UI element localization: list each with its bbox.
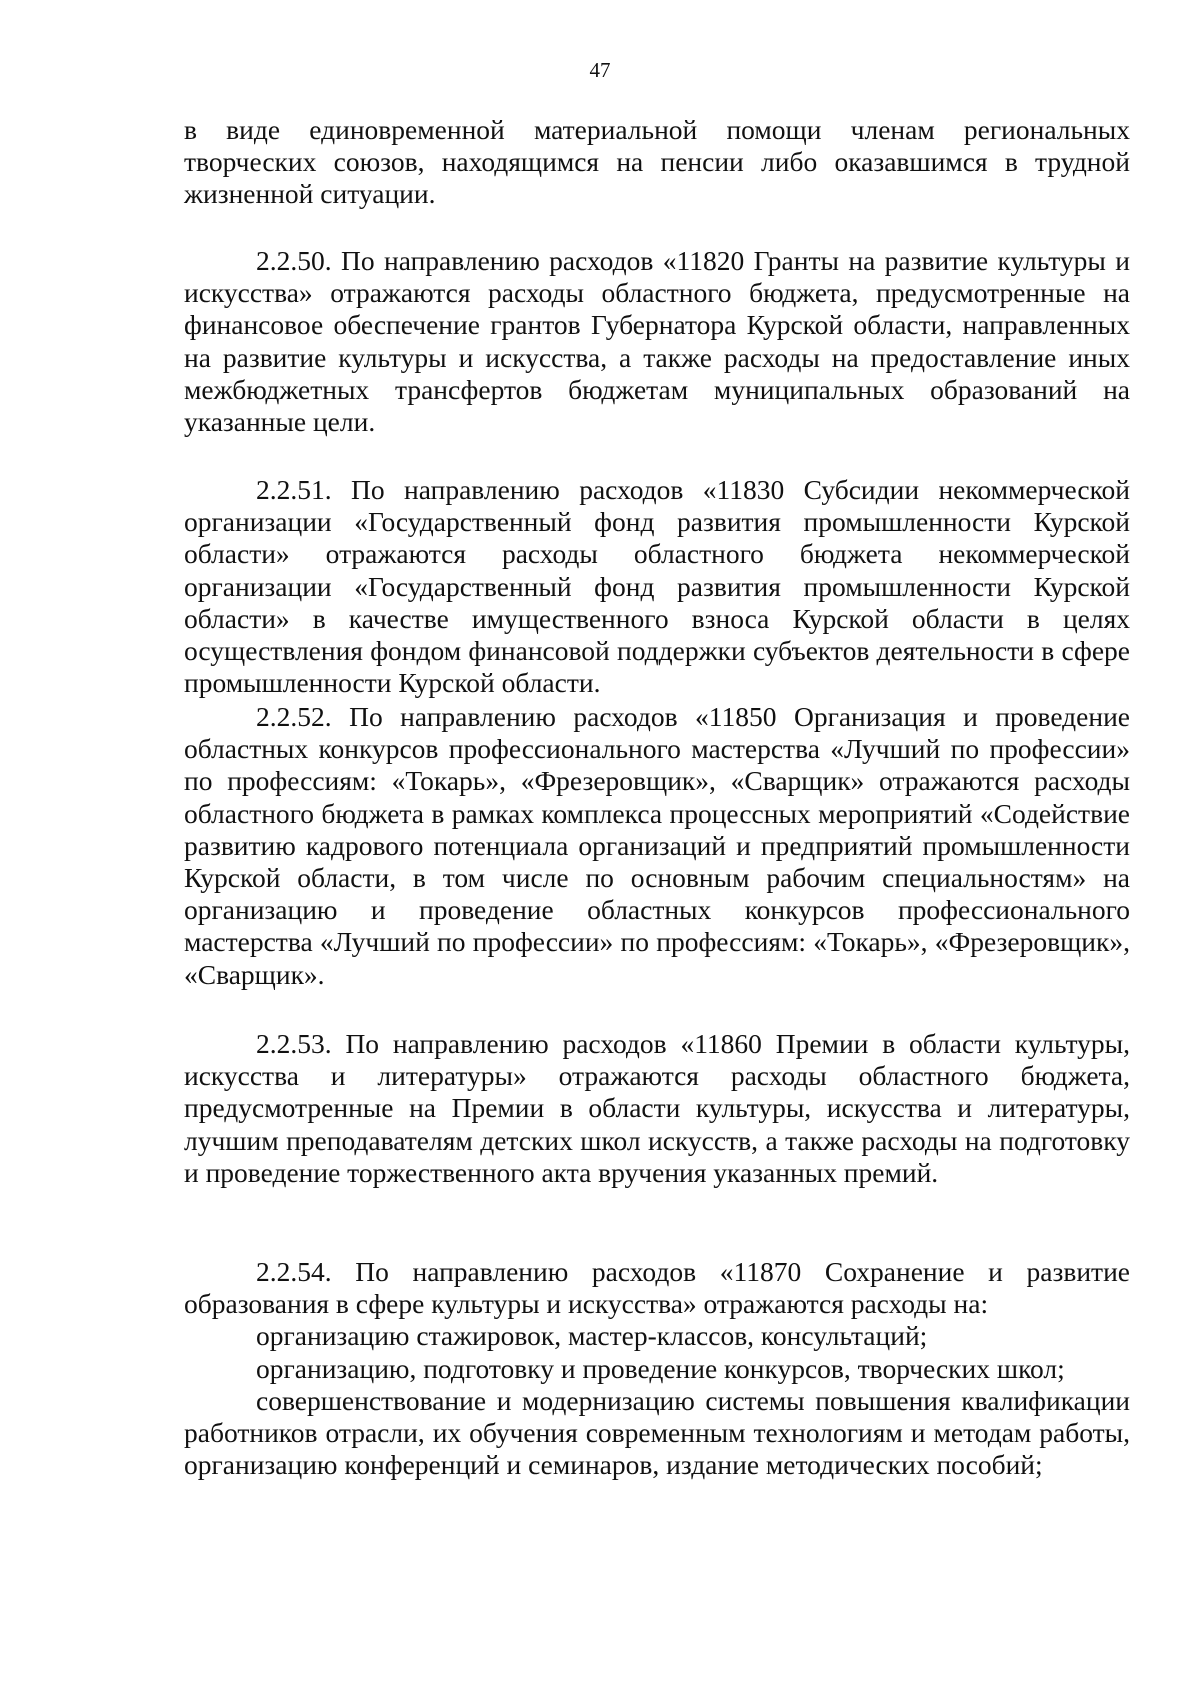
paragraph-2-2-52: 2.2.52. По направлению расходов «11850 Организация и проведение областных конкурсов профессионального мастерства «Лучший по профессии» по профессиям: «Токарь», «Фрезеровщик», «Сварщик» отражаются расходы областного бюджета в рамках комплекса процессных мероприятий «Содействие развитию кадрового потенциала организаций и предприятий промышленности Курской области, в том числе по основным рабочим специальностям» на организацию и проведение областных конкурсов профессионального мастерства «Лучший по профессии» по профессиям: «Токарь», «Фрезеровщик», «Сварщик». [184, 701, 1130, 990]
text-block-2-2-50 [184, 245, 1130, 438]
paragraph-2-2-51: 2.2.51. По направлению расходов «11830 Субсидии некоммерческой организации «Государственный фонд развития промышленности Курской области» отражаются расходы областного бюджета некоммерческой организации «Государственный фонд развития промышленности Курской области» в качестве имущественного взноса Курской области в целях осуществления фондом финансовой поддержки субъектов деятельности в сфере промышленности Курской области. [184, 474, 1130, 699]
page-number: 47 [589, 58, 611, 82]
list-item-internships: организацию стажировок, мастер-классов, консультаций; [256, 1320, 928, 1352]
text-block-2-2-51 [184, 474, 1130, 699]
list-item-contests: организацию, подготовку и проведение конкурсов, творческих школ; [256, 1352, 1065, 1384]
text-block-2-2-53 [184, 1028, 1130, 1189]
paragraph-2-2-54: 2.2.54. По направлению расходов «11870 Сохранение и развитие образования в сфере культуры и искусства» отражаются расходы на: [184, 1256, 1130, 1320]
paragraph-2-2-50: 2.2.50. По направлению расходов «11820 Гранты на развитие культуры и искусства» отражаются расходы областного бюджета, предусмотренные на финансовое обеспечение грантов Губернатора Курской области, направленных на развитие культуры и искусства, а также расходы на предоставление иных межбюджетных трансфертов бюджетам муниципальных образований на указанные цели. [184, 245, 1130, 438]
text-block-continuation [184, 114, 1130, 211]
paragraph-2-2-53: 2.2.53. По направлению расходов «11860 Премии в области культуры, искусства и литературы» отражаются расходы областного бюджета, предусмотренные на Премии в области культуры, искусства и литературы, лучшим преподавателям детских школ искусств, а также расходы на подготовку и проведение торжественного акта вручения указанных премий. [184, 1028, 1130, 1188]
text-block-2-2-52 [184, 701, 1130, 991]
text-block-2-2-54 [184, 1256, 1130, 1481]
list-item-qualification: совершенствование и модернизацию системы повышения квалификации работников отрасли, их обучения современным технологиям и методам работы, организацию конференций и семинаров, издание методических пособий; [184, 1384, 1130, 1481]
paragraph-continuation: в виде единовременной материальной помощи членам региональных творческих союзов, находящимся на пенсии либо оказавшимся в трудной жизненной ситуации. [184, 114, 1130, 210]
